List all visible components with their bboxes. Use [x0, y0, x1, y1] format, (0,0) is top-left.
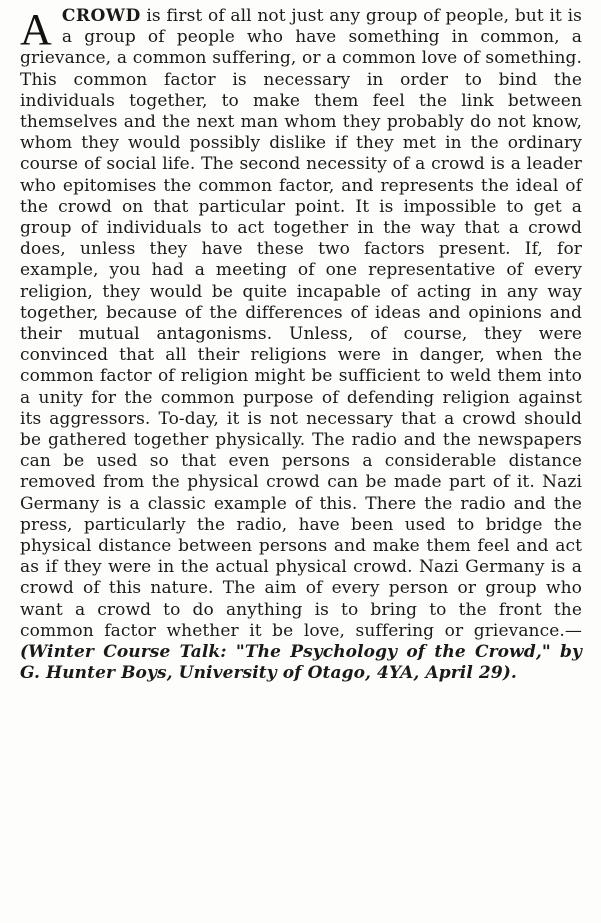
article-body: is first of all not just any group of people, but it is a group of people who have something in common, a grievance, a common suffering, or a common love of something. This common factor is necessary in order to bind the individuals together, to make them feel the link between themselves and the next man whom they probably do not know, whom they would possibly dislike if they met in the ordinary course of social life. The second necessity of a crowd is a leader who epitomises the common factor, and represents the ideal of the crowd on that particular point. It is impossible to get a group of individuals to act together in the way that a crowd does, unless they have these two factors present. If, for example, you had a meeting of one representative of every religion, they would be quite incapable of acting in any way together, because of the differences of ideas and opinions and their mutual antagonisms. Unless, of course, they were convinced that all their religions were in danger, when the common factor of religion might be sufficient to weld them into a unity for the common purpose of defending religion against its aggressors. To-day, it is not necessary that a crowd should be gathered together physically. The radio and the newspapers can be used so that even persons a considerable distance removed from the physical crowd can be made part of it. Nazi Germany is a classic example of this. There the radio and the press, particularly the radio, have been used to bridge the physical distance between persons and make them feel and act as if they were in the actual physical crowd. Nazi Germany is a crowd of this nature. The aim of every person or group who want a crowd to do anything is to bring to the front the common factor whether it be love, suffering or grievance.—	[20, 6, 582, 641]
drop-cap-letter: A	[20, 5, 52, 54]
lead-word: CROWD	[61, 6, 141, 26]
source-citation: (Winter Course Talk: "The Psychology of the Crowd," by G. Hunter Boys, University of Otago, 4YA, April 29).	[20, 642, 582, 684]
article-text	[20, 6, 582, 685]
article-paragraph	[20, 6, 582, 685]
